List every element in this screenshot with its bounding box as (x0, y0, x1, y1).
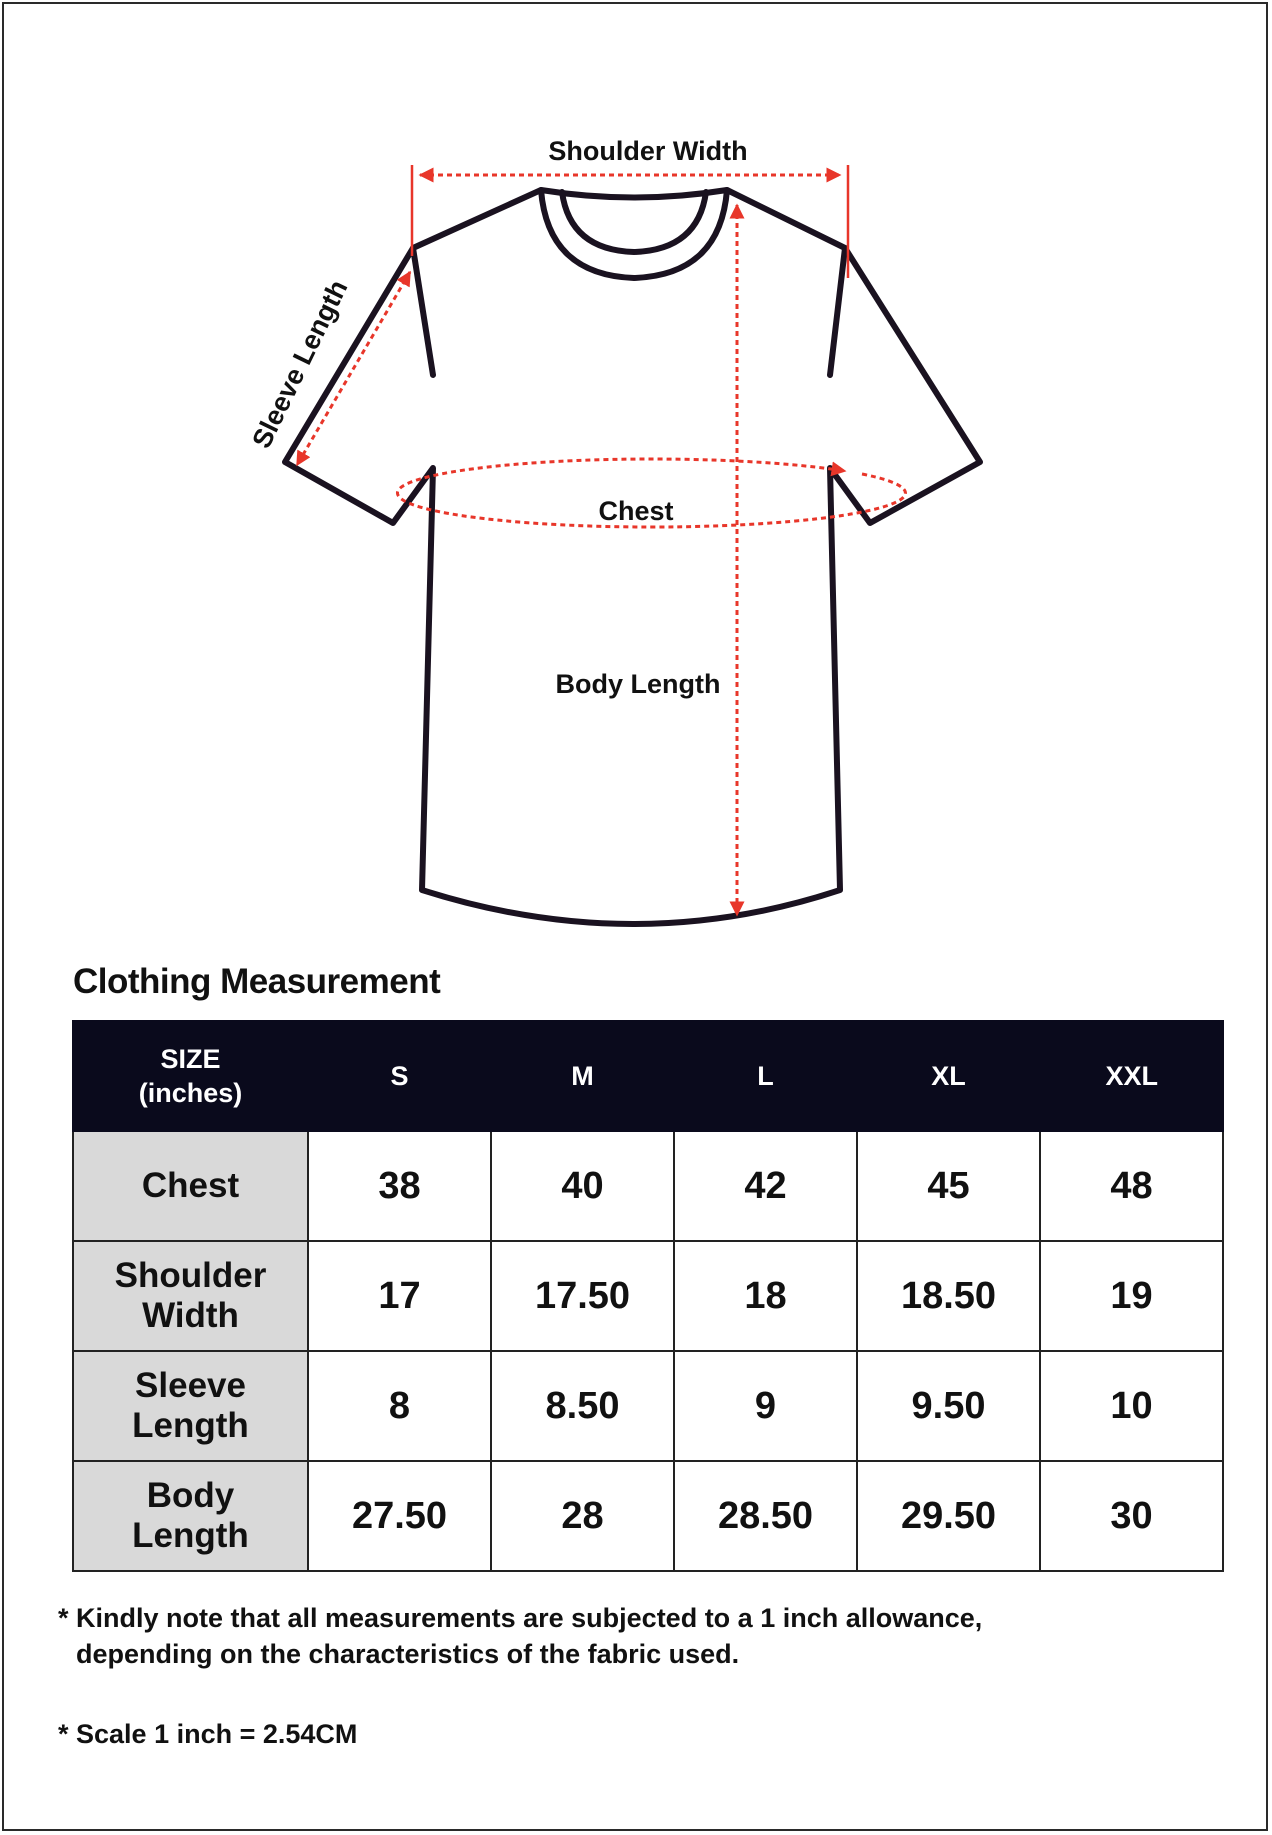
size-header-cell (73, 1021, 308, 1131)
allowance-note-line2: depending on the characteristics of the fabric used. (76, 1639, 740, 1669)
table-row-chest (73, 1131, 1223, 1241)
size-header-label: SIZE (160, 1044, 221, 1074)
size-col-xxl: XXL (1040, 1021, 1223, 1131)
table-cell: 45 (857, 1131, 1040, 1241)
size-header-unit: (inches) (138, 1078, 243, 1108)
row-label-body-length (73, 1461, 308, 1571)
row-label-shoulder-width (73, 1241, 308, 1351)
table-cell: 17 (308, 1241, 491, 1351)
table-cell: 42 (674, 1131, 857, 1241)
table-cell: 18 (674, 1241, 857, 1351)
table-row-shoulder-width (73, 1241, 1223, 1351)
table-row-sleeve-length (73, 1351, 1223, 1461)
chest-label: Chest (598, 496, 674, 526)
row-label-text: Length (132, 1406, 249, 1445)
size-col-xl: XL (857, 1021, 1040, 1131)
shoulder-width-label: Shoulder Width (548, 136, 748, 166)
table-row-body-length (73, 1461, 1223, 1571)
section-title: Clothing Measurement (73, 962, 441, 1001)
table-cell: 28 (491, 1461, 674, 1571)
sleeve-length-label: Sleeve Length (246, 275, 354, 453)
table-cell: 19 (1040, 1241, 1223, 1351)
table-cell: 40 (491, 1131, 674, 1241)
row-label-text: Chest (141, 1166, 240, 1205)
row-label-text: Sleeve (135, 1366, 246, 1405)
table-cell: 18.50 (857, 1241, 1040, 1351)
table-cell: 29.50 (857, 1461, 1040, 1571)
table-cell: 30 (1040, 1461, 1223, 1571)
table-cell: 10 (1040, 1351, 1223, 1461)
row-label-text: Shoulder (114, 1256, 267, 1295)
body-length-label: Body Length (555, 669, 721, 699)
row-label-text: Width (142, 1296, 239, 1335)
allowance-note (58, 1600, 982, 1672)
size-chart-table (72, 1020, 1224, 1572)
table-cell: 27.50 (308, 1461, 491, 1571)
size-col-s: S (308, 1021, 491, 1131)
table-header-row (73, 1021, 1223, 1131)
table-cell: 48 (1040, 1131, 1223, 1241)
table-cell: 8.50 (491, 1351, 674, 1461)
table-cell: 9 (674, 1351, 857, 1461)
row-label-text: Length (132, 1516, 249, 1555)
table-cell: 8 (308, 1351, 491, 1461)
table-cell: 17.50 (491, 1241, 674, 1351)
row-label-sleeve-length (73, 1351, 308, 1461)
tshirt-outline-icon (285, 190, 980, 924)
table-cell: 38 (308, 1131, 491, 1241)
row-label-chest (73, 1131, 308, 1241)
allowance-note-line1: * Kindly note that all measurements are subjected to a 1 inch allowance, (58, 1603, 983, 1633)
row-label-text: Body (146, 1476, 235, 1515)
size-col-l: L (674, 1021, 857, 1131)
scale-note: * Scale 1 inch = 2.54CM (58, 1719, 358, 1749)
measurement-guides (297, 165, 905, 915)
size-col-m: M (491, 1021, 674, 1131)
table-cell: 9.50 (857, 1351, 1040, 1461)
table-cell: 28.50 (674, 1461, 857, 1571)
